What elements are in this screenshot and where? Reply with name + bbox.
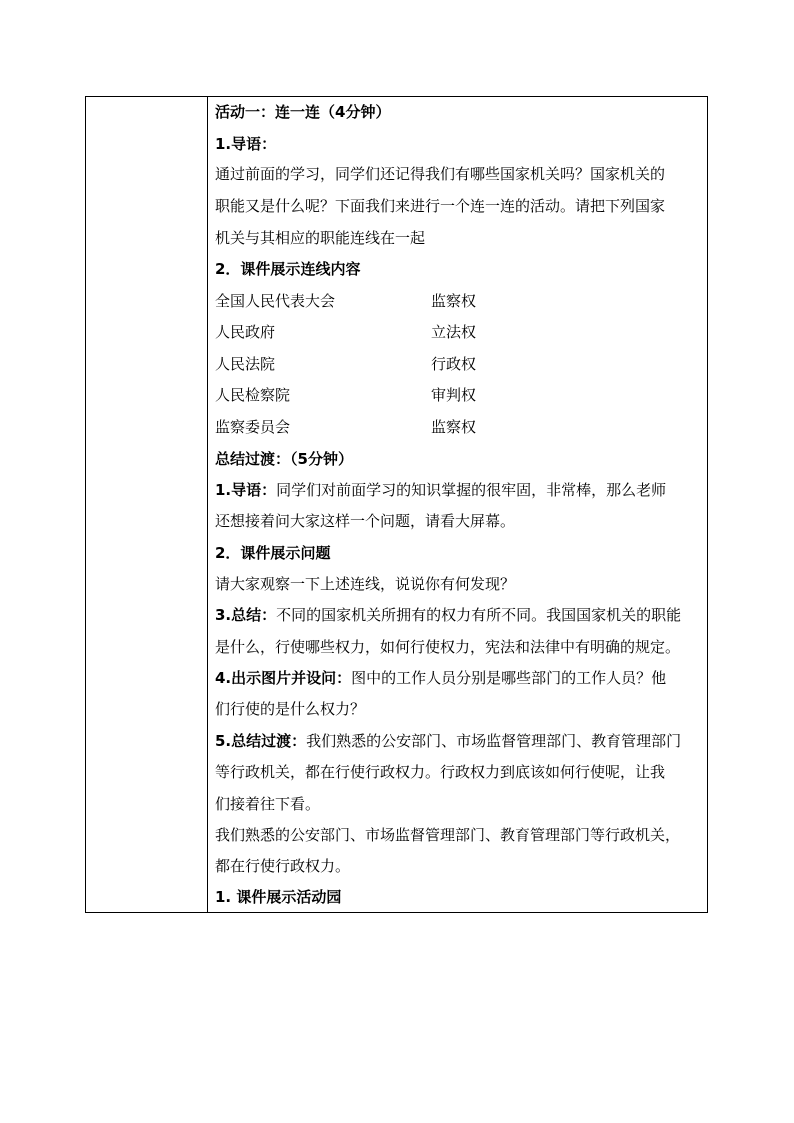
summary-intro-line-2: 还想接着问大家这样一个问题，请看大屏幕。: [215, 512, 516, 530]
question-heading: 2．课件展示问题: [215, 544, 331, 562]
matching-power-5: 监察权: [431, 418, 477, 436]
matching-organ-4: 人民检察院: [215, 386, 291, 404]
question-text: 请大家观察一下上述连线，说说你有何发现？: [215, 575, 516, 593]
matching-organ-5: 监察委员会: [215, 418, 291, 436]
matching-organ-3: 人民法院: [215, 355, 276, 373]
summary-intro-label: 1.导语：: [215, 481, 277, 499]
conclusion-line-1: [215, 606, 681, 624]
matching-power-1: 监察权: [431, 292, 477, 310]
picture-question-text-1: 图中的工作人员分别是哪些部门的工作人员？他: [351, 669, 667, 687]
restatement-line-1: 我们熟悉的公安部门、市场监督管理部门、教育管理部门等行政机关，: [215, 826, 681, 844]
summary-intro-text-1: 同学们对前面学习的知识掌握的很牢固，非常棒，那么老师: [276, 481, 667, 499]
summary-transition-label: 5.总结过渡：: [215, 732, 307, 750]
conclusion-line-2: 是什么，行使哪些权力，如何行使权力，宪法和法律中有明确的规定。: [215, 638, 681, 656]
summary-transition-line-2: 等行政机关，都在行使行政权力。行政权力到底该如何行使呢，让我: [215, 763, 666, 781]
intro-heading: 1.导语：: [215, 135, 277, 153]
summary-title: 总结过渡：（5分钟）: [215, 450, 353, 468]
picture-question-line-2: 们行使的是什么权力？: [215, 700, 366, 718]
final-heading: 1. 课件展示活动园: [215, 888, 342, 906]
intro-line-2: 职能又是什么呢？下面我们来进行一个连一连的活动。请把下列国家: [215, 197, 666, 215]
column-divider: [207, 97, 208, 912]
summary-transition-line-3: 们接着往下看。: [215, 795, 321, 813]
restatement-line-2: 都在行使行政权力。: [215, 857, 351, 875]
matching-organ-2: 人民政府: [215, 323, 276, 341]
matching-power-2: 立法权: [431, 323, 477, 341]
matching-power-3: 行政权: [431, 355, 477, 373]
courseware-heading: 2．课件展示连线内容: [215, 260, 361, 278]
summary-transition-text-1: 我们熟悉的公安部门、市场监督管理部门、教育管理部门: [306, 732, 682, 750]
summary-transition-line-1: [215, 732, 681, 750]
summary-intro-line-1: [215, 481, 666, 499]
conclusion-label: 3.总结：: [215, 606, 277, 624]
lesson-table: [85, 96, 708, 913]
intro-line-3: 机关与其相应的职能连线在一起: [215, 229, 426, 247]
matching-organ-1: 全国人民代表大会: [215, 292, 336, 310]
intro-line-1: 通过前面的学习，同学们还记得我们有哪些国家机关吗？国家机关的: [215, 165, 666, 183]
activity-title: 活动一：连一连（4分钟）: [215, 103, 391, 121]
picture-question-label: 4.出示图片并设问：: [215, 669, 352, 687]
picture-question-line-1: [215, 669, 666, 687]
conclusion-text-1: 不同的国家机关所拥有的权力有所不同。我国国家机关的职能: [276, 606, 682, 624]
matching-power-4: 审判权: [431, 386, 477, 404]
